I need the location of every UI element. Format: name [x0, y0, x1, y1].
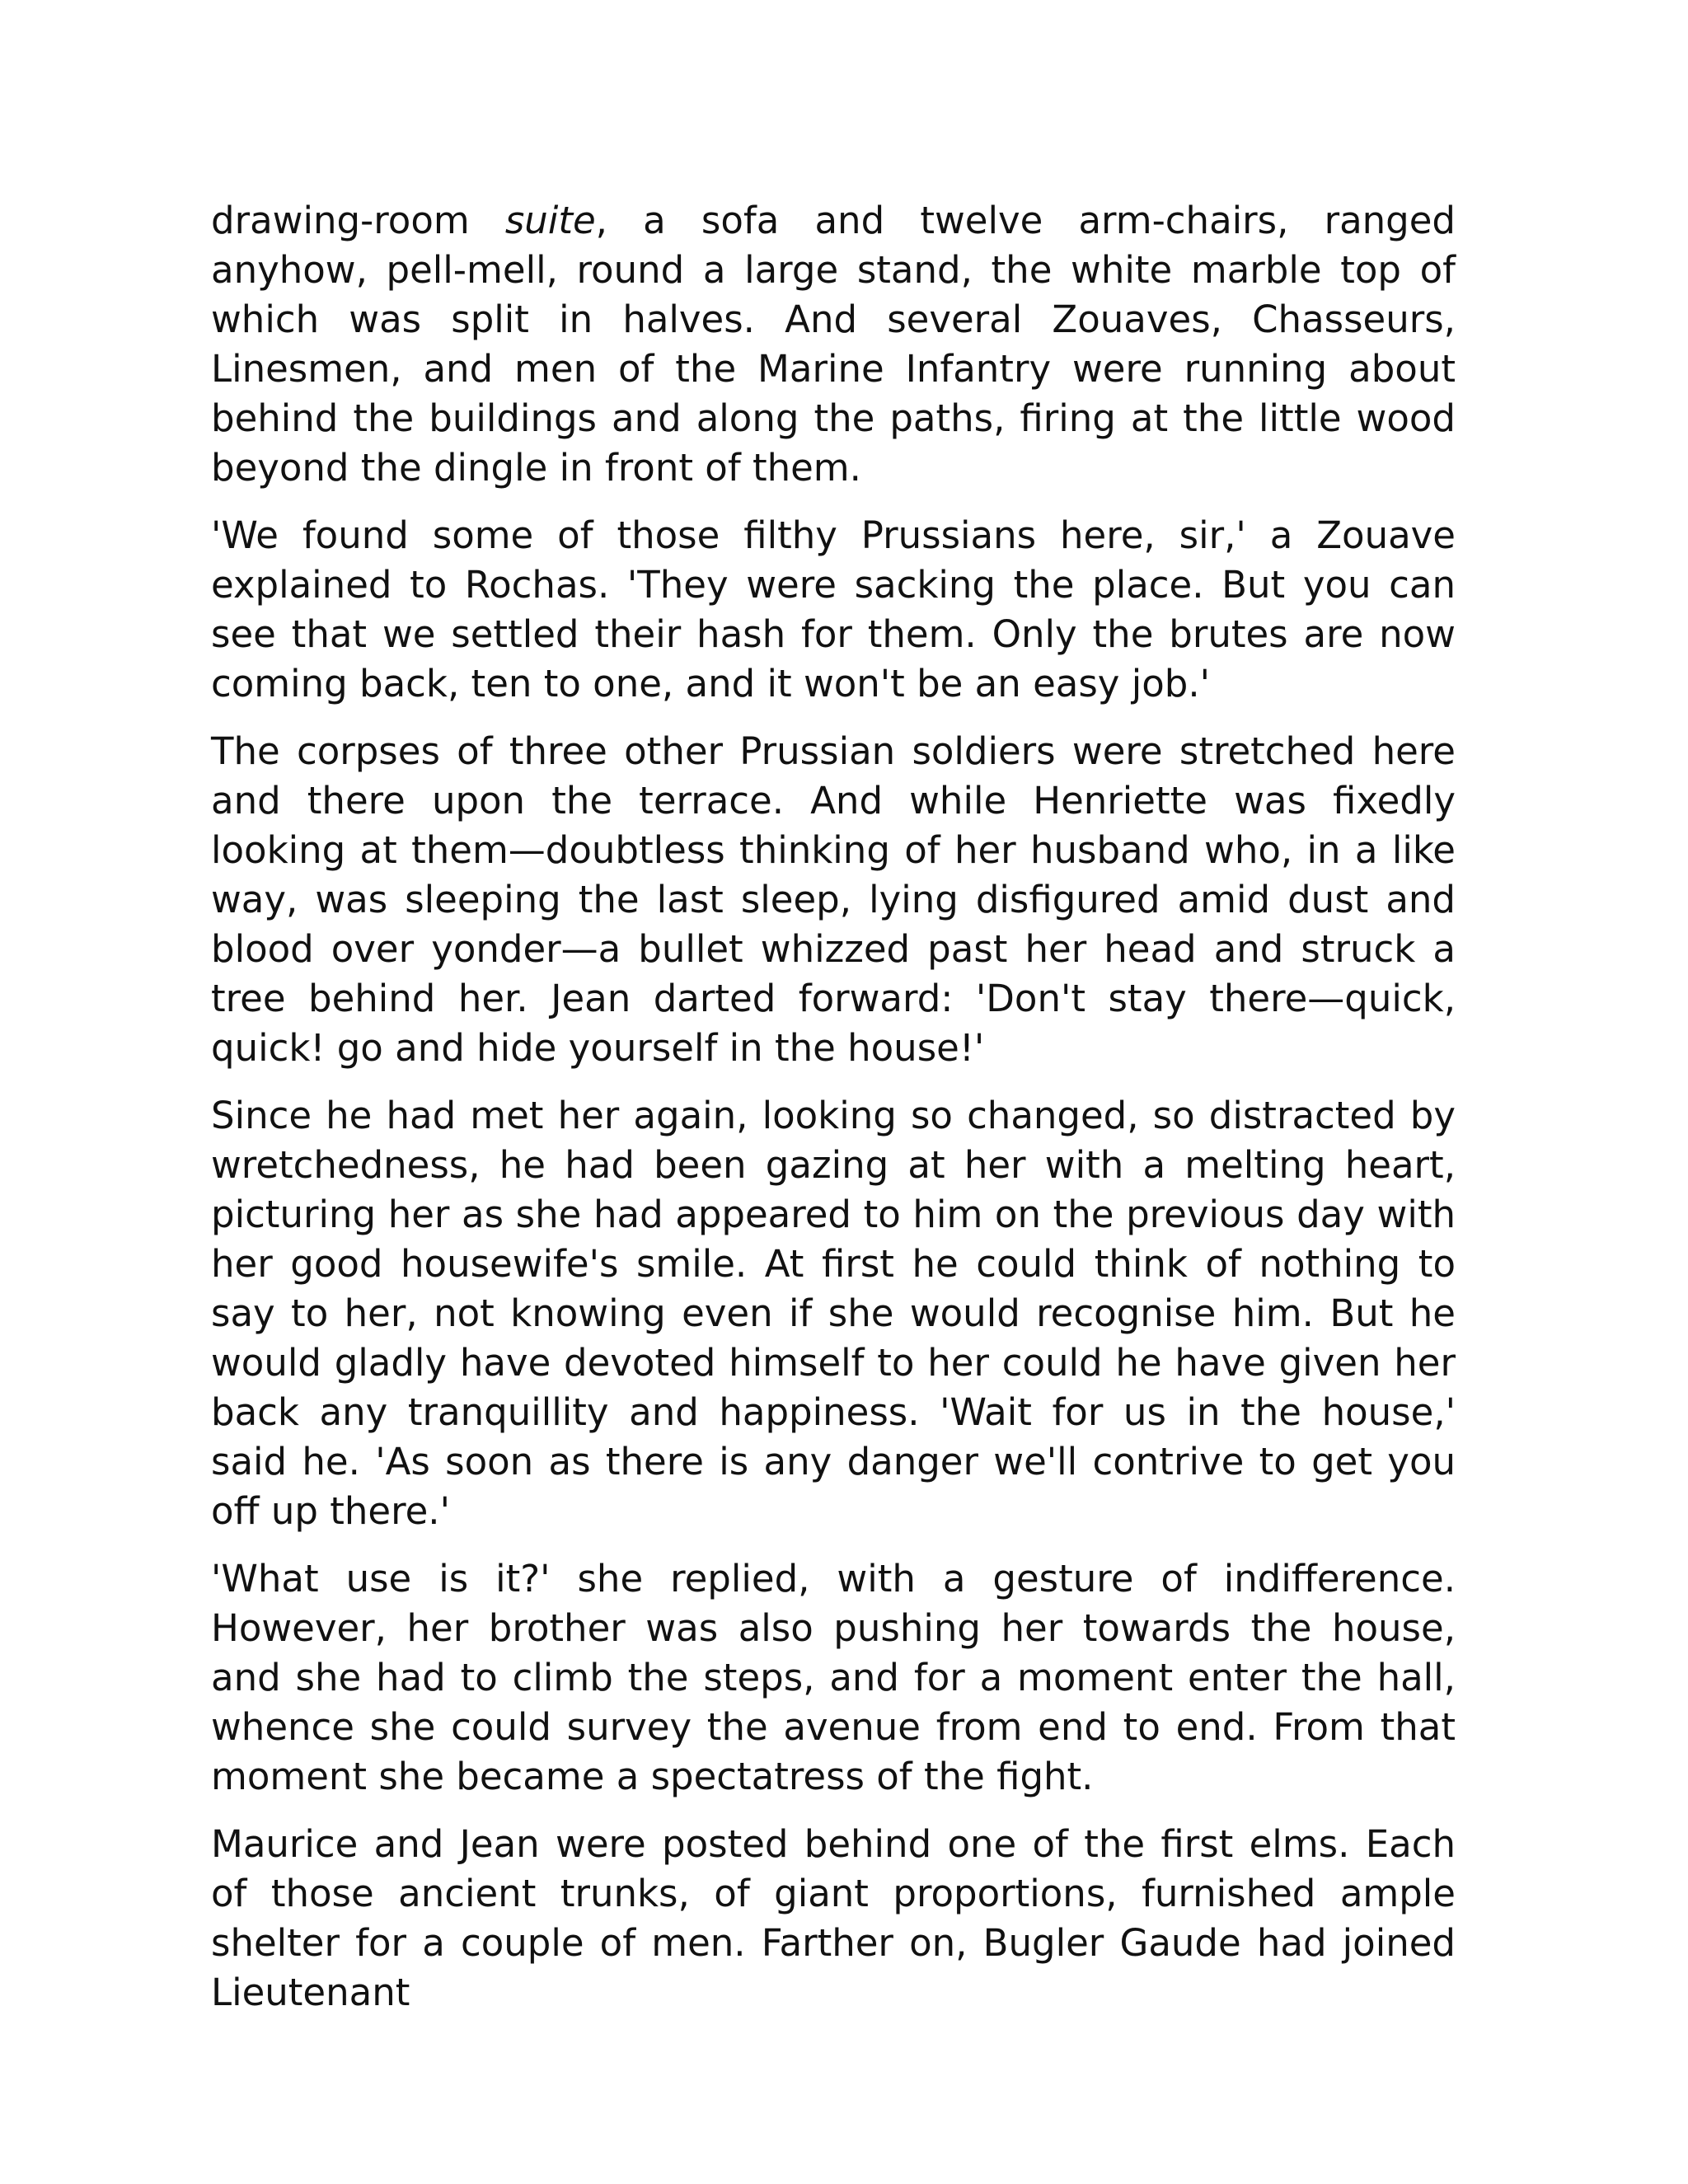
paragraph-5: 'What use is it?' she replied, with a gesture of indifference. However, her brother was also pushing her towards the house, and she had to climb the steps, and for a moment enter the hall, whence she could survey the avenue from end to end. From that moment she became a spectatress of the fight. — [211, 1557, 1456, 1798]
paragraph-3: The corpses of three other Prussian soldiers were stretched here and there upon the terrace. And while Henriette was fixedly looking at them—doubtless thinking of her husband who, in a like way, was sleeping the last sleep, lying disfigured amid dust and blood over yonder—a bullet whizzed past her head and struck a tree behind her. Jean darted forward: 'Don't stay there—quick, quick! go and hide yourself in the house!' — [211, 729, 1456, 1070]
paragraph-6: Maurice and Jean were posted behind one of the first elms. Each of those ancient trunks, of giant proportions, furnished ample shelter for a couple of men. Farther on, Bugler Gaude had joined Lieutenant — [211, 1822, 1456, 2014]
paragraph-1-start: drawing-room — [211, 199, 505, 242]
document-page — [211, 196, 1456, 2018]
italic-word-suite: suite — [504, 199, 596, 242]
paragraph-1-rest: , a sofa and twelve arm-chairs, ranged anyhow, pell-mell, round a large stand, the white marble top of which was split in halves. And several Zouaves, Chasseurs, Linesmen, and men of the Marine Infantry were running about behind the buildings and along the paths, firing at the little wood beyond the dingle in front of them. — [211, 199, 1456, 490]
paragraph-2: 'We found some of those filthy Prussians here, sir,' a Zouave explained to Rochas. 'They were sacking the place. But you can see that we settled their hash for them. Only the brutes are now coming back, ten to one, and it won't be an easy job.' — [211, 513, 1456, 705]
paragraph-1 — [211, 196, 1456, 493]
paragraph-4: Since he had met her again, looking so changed, so distracted by wretchedness, he had been gazing at her with a melting heart, picturing her as she had appeared to him on the previous day with her good housewife's smile. At first he could think of nothing to say to her, not knowing even if she would recognise him. But he would gladly have devoted himself to her could he have given her back any tranquillity and happiness. 'Wait for us in the house,' said he. 'As soon as there is any danger we'll contrive to get you off up there.' — [211, 1094, 1456, 1533]
